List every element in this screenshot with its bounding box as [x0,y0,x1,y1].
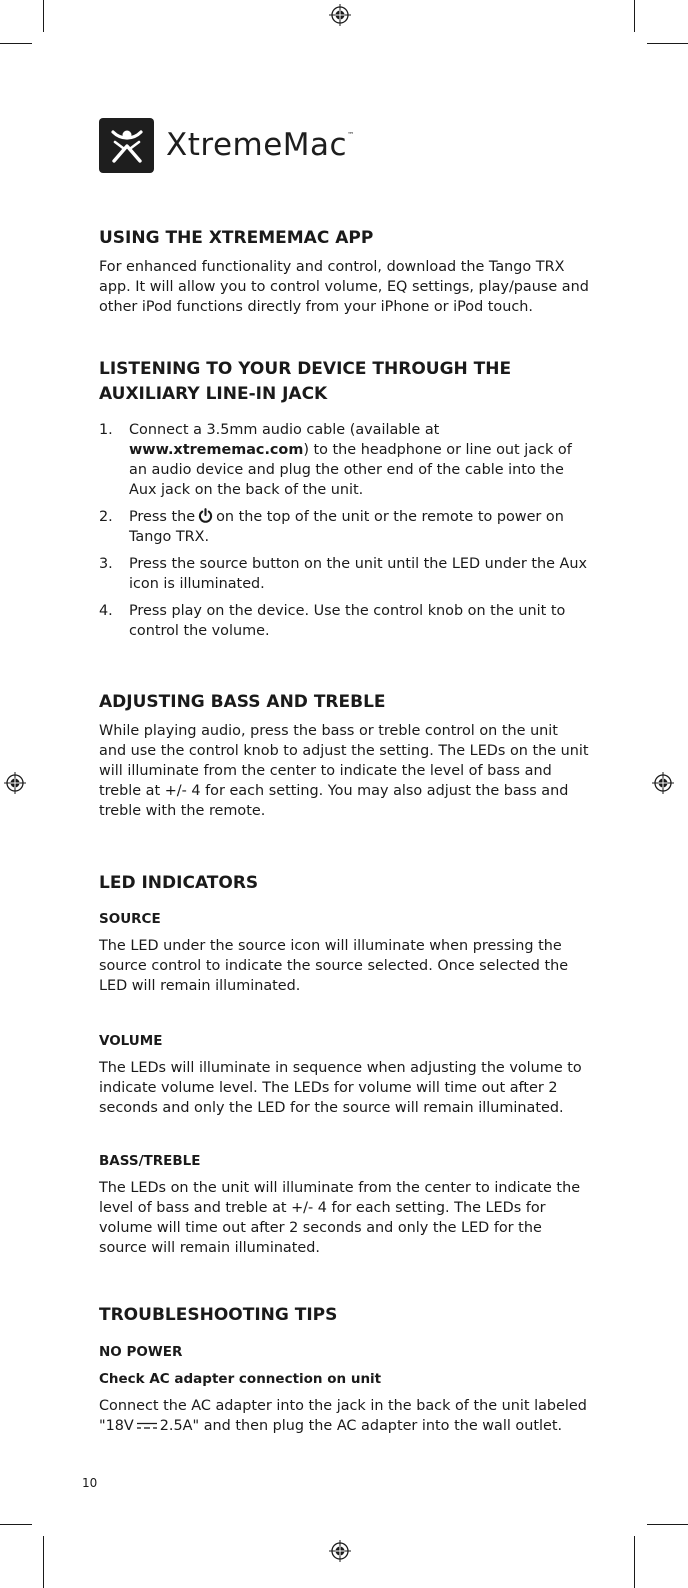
xtrememac-logo-icon [99,118,154,173]
crop-mark [647,1524,688,1525]
registration-mark-icon [329,4,351,26]
website-link[interactable]: www.xtrememac.com [129,442,304,458]
crop-mark [634,0,635,32]
section-heading: TROUBLESHOOTING TIPS [99,1305,338,1325]
subsection-body: The LEDs on the unit will illuminate from the center to indicate the level of bass and treble at +/- 4 for each setting. The LEDs for volume will time out after 2 seconds and only the LED for the source will remain illuminated. [99,1180,581,1256]
section-heading: USING THE XTREMEMAC APP [99,228,374,248]
list-item: 3. Press the source button on the unit until the LED under the Aux icon is illuminated. [99,556,587,592]
subsection-heading: VOLUME [99,1033,163,1049]
registration-mark-icon [652,772,674,794]
page-number: 10 [82,1476,98,1490]
power-icon [198,508,213,523]
led-volume [99,1031,589,1118]
brand-name: XtremeMac™ [166,127,355,163]
aux-section [99,357,589,648]
section-heading: LISTENING TO YOUR DEVICE THROUGH THE AUXILIARY LINE-IN JACK [99,359,512,404]
subsection-body: The LED under the source icon will illuminate when pressing the source control to indicate the source selected. Once selected the LED will remain illuminated. [99,938,569,994]
list-item: 2. Press the on the top of the unit or the remote to power on Tango TRX. [99,509,564,545]
subsection-heading: BASS/TREBLE [99,1153,201,1169]
steps-list [99,420,589,641]
crop-mark [0,1524,32,1525]
crop-mark [634,1536,635,1588]
troubleshooting-section [99,1303,589,1328]
registration-mark-icon [4,772,26,794]
crop-mark [0,43,32,44]
crop-mark [647,43,688,44]
section-body: While playing audio, press the bass or treble control on the unit and use the control knob to adjust the setting. The LEDs on the unit will illuminate from the center to indicate the level of bass and treble at +/- 4 for each setting. You may also adjust the bass and treble with the remote. [99,723,589,819]
led-section [99,871,589,896]
subsection-body: Connect the AC adapter into the jack in the back of the unit labeled "18V 2.5A" and then plug the AC adapter into the wall outlet. [99,1398,587,1434]
brand-logo [99,118,355,173]
dc-symbol-icon [136,1422,158,1430]
led-source [99,909,589,996]
section-heading: ADJUSTING BASS AND TREBLE [99,692,386,712]
list-item: 4. Press play on the device. Use the control knob on the unit to control the volume. [99,603,566,639]
led-bass-treble [99,1151,589,1258]
bass-section [99,690,589,821]
subsection-heading: NO POWER [99,1344,183,1360]
app-section [99,226,589,317]
section-heading: LED INDICATORS [99,873,259,893]
list-item: 1. Connect a 3.5mm audio cable (available at www.xtrememac.com) to the headphone or line out jack of an audio device and plug the other end of the cable into the Aux jack on the back of the unit. [99,422,572,498]
section-body: For enhanced functionality and control, download the Tango TRX app. It will allow you to control volume, EQ settings, play/pause and other iPod functions directly from your iPhone or iPod touch. [99,259,589,315]
subsection-subheading: Check AC adapter connection on unit [99,1371,382,1387]
crop-mark [43,1536,44,1588]
subsection-heading: SOURCE [99,911,161,927]
no-power [99,1342,589,1436]
crop-mark [43,0,44,32]
registration-mark-icon [329,1540,351,1562]
subsection-body: The LEDs will illuminate in sequence when adjusting the volume to indicate volume level. The LEDs for volume will time out after 2 seconds and only the LED for the source will remain illuminated. [99,1060,582,1116]
